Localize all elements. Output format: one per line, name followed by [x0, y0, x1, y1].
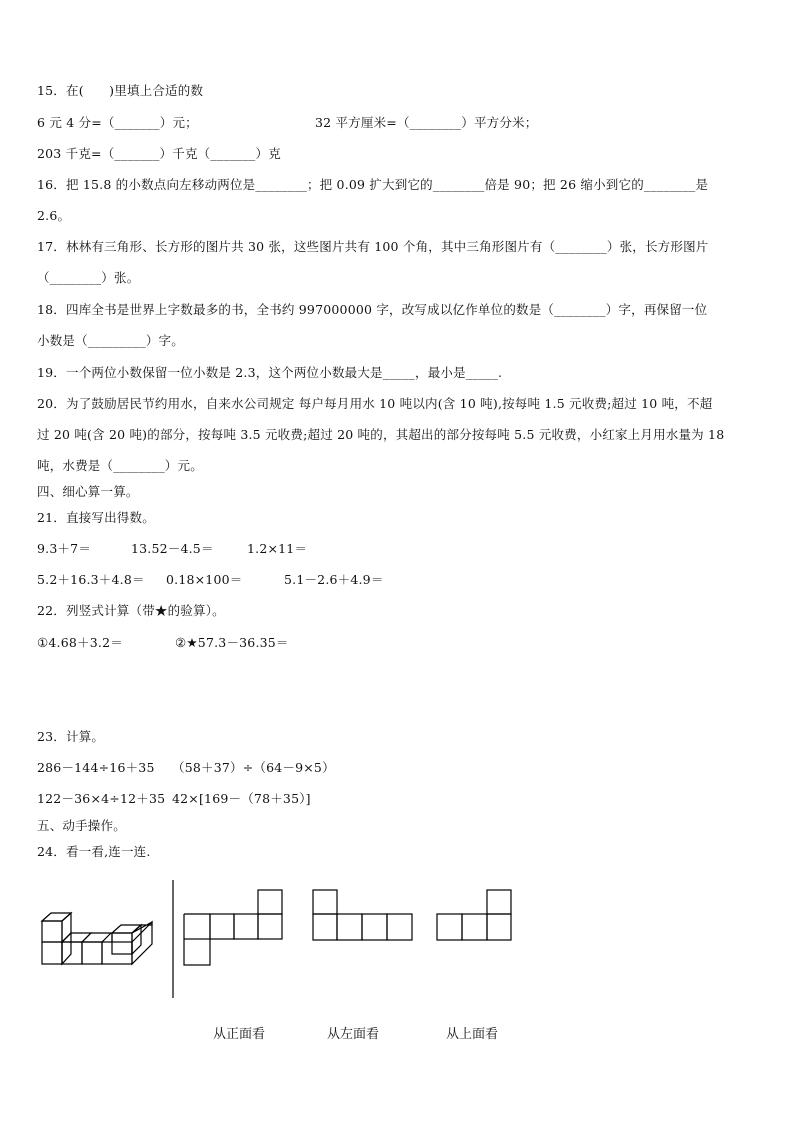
- q20-line-1: 20．为了鼓励居民节约用水，自来水公司规定 每户每月用水 10 吨以内(含 10 吨),按每吨 1.5 元收费;超过 10 吨，不超: [37, 396, 713, 411]
- q21-item: 13.52－4.5＝: [131, 541, 214, 556]
- caption-top-view: 从上面看: [446, 1027, 499, 1042]
- caption-left-view: 从左面看: [327, 1027, 380, 1042]
- q23-item: 42×[169－（78＋35）]: [172, 791, 311, 806]
- cube-solid-drawing: [42, 913, 152, 964]
- q22-title: 22．列竖式计算（带★的验算）。: [37, 603, 225, 618]
- q21-title: 21．直接写出得数。: [37, 510, 155, 525]
- q23-title: 23．计算。: [37, 729, 105, 744]
- q21-item: 5.2＋16.3＋4.8＝: [37, 572, 145, 587]
- q23-item: （58＋37）÷（64－9×5）: [172, 760, 335, 775]
- q16-line-2: 2.6。: [37, 208, 71, 223]
- q23-item: 286－144÷16＋35: [37, 760, 155, 775]
- q20-line-2: 过 20 吨(含 20 吨)的部分，按每吨 3.5 元收费;超过 20 吨的，其超出的部分按每吨 5.5 元收费，小红家上月用水量为 18: [37, 427, 725, 442]
- q24-title: 24．看一看,连一连.: [37, 844, 151, 859]
- view-grid-3: [437, 890, 511, 940]
- q19-line: 19．一个两位小数保留一位小数是 2.3，这个两位小数最大是_____，最小是_____.: [37, 365, 503, 380]
- q15-blank-yuan: 6 元 4 分=（_______）元；: [37, 115, 198, 130]
- section-5-heading: 五、动手操作。: [37, 818, 126, 833]
- q21-item: 0.18×100＝: [166, 572, 243, 587]
- q18-line-1: 18．四库全书是世界上字数最多的书，全书约 997000000 字，改写成以亿作单位的数是（________）字，再保留一位: [37, 302, 708, 317]
- q21-item: 1.2×11＝: [247, 541, 308, 556]
- view-grid-1: [184, 890, 282, 965]
- q21-item: 9.3＋7＝: [37, 541, 92, 556]
- section-4-heading: 四、细心算一算。: [37, 484, 139, 499]
- caption-front-view: 从正面看: [213, 1027, 266, 1042]
- q18-line-2: 小数是（_________）字。: [37, 333, 184, 348]
- q15-blank-area: 32 平方厘米=（________）平方分米；: [315, 115, 538, 130]
- q15-blank-weight: 203 千克=（_______）千克（_______）克: [37, 146, 281, 161]
- q22-item: ②★57.3－36.35＝: [175, 635, 289, 650]
- q23-item: 122－36×4÷12＋35: [37, 791, 166, 806]
- q16-line-1: 16．把 15.8 的小数点向左移动两位是________；把 0.09 扩大到它的________倍是 90；把 26 缩小到它的________是: [37, 177, 709, 192]
- q17-line-2: （________）张。: [37, 270, 140, 285]
- q22-item: ①4.68＋3.2＝: [37, 635, 123, 650]
- view-grid-2: [313, 890, 412, 940]
- q15-title: 15．在( )里填上合适的数: [37, 83, 204, 98]
- q20-line-3: 吨，水费是（________）元。: [37, 458, 203, 473]
- q17-line-1: 17．林林有三角形、长方形的图片共 30 张，这些图片共有 100 个角，其中三角形图片有（________）张，长方形图片: [37, 239, 709, 254]
- q21-item: 5.1－2.6＋4.9＝: [284, 572, 384, 587]
